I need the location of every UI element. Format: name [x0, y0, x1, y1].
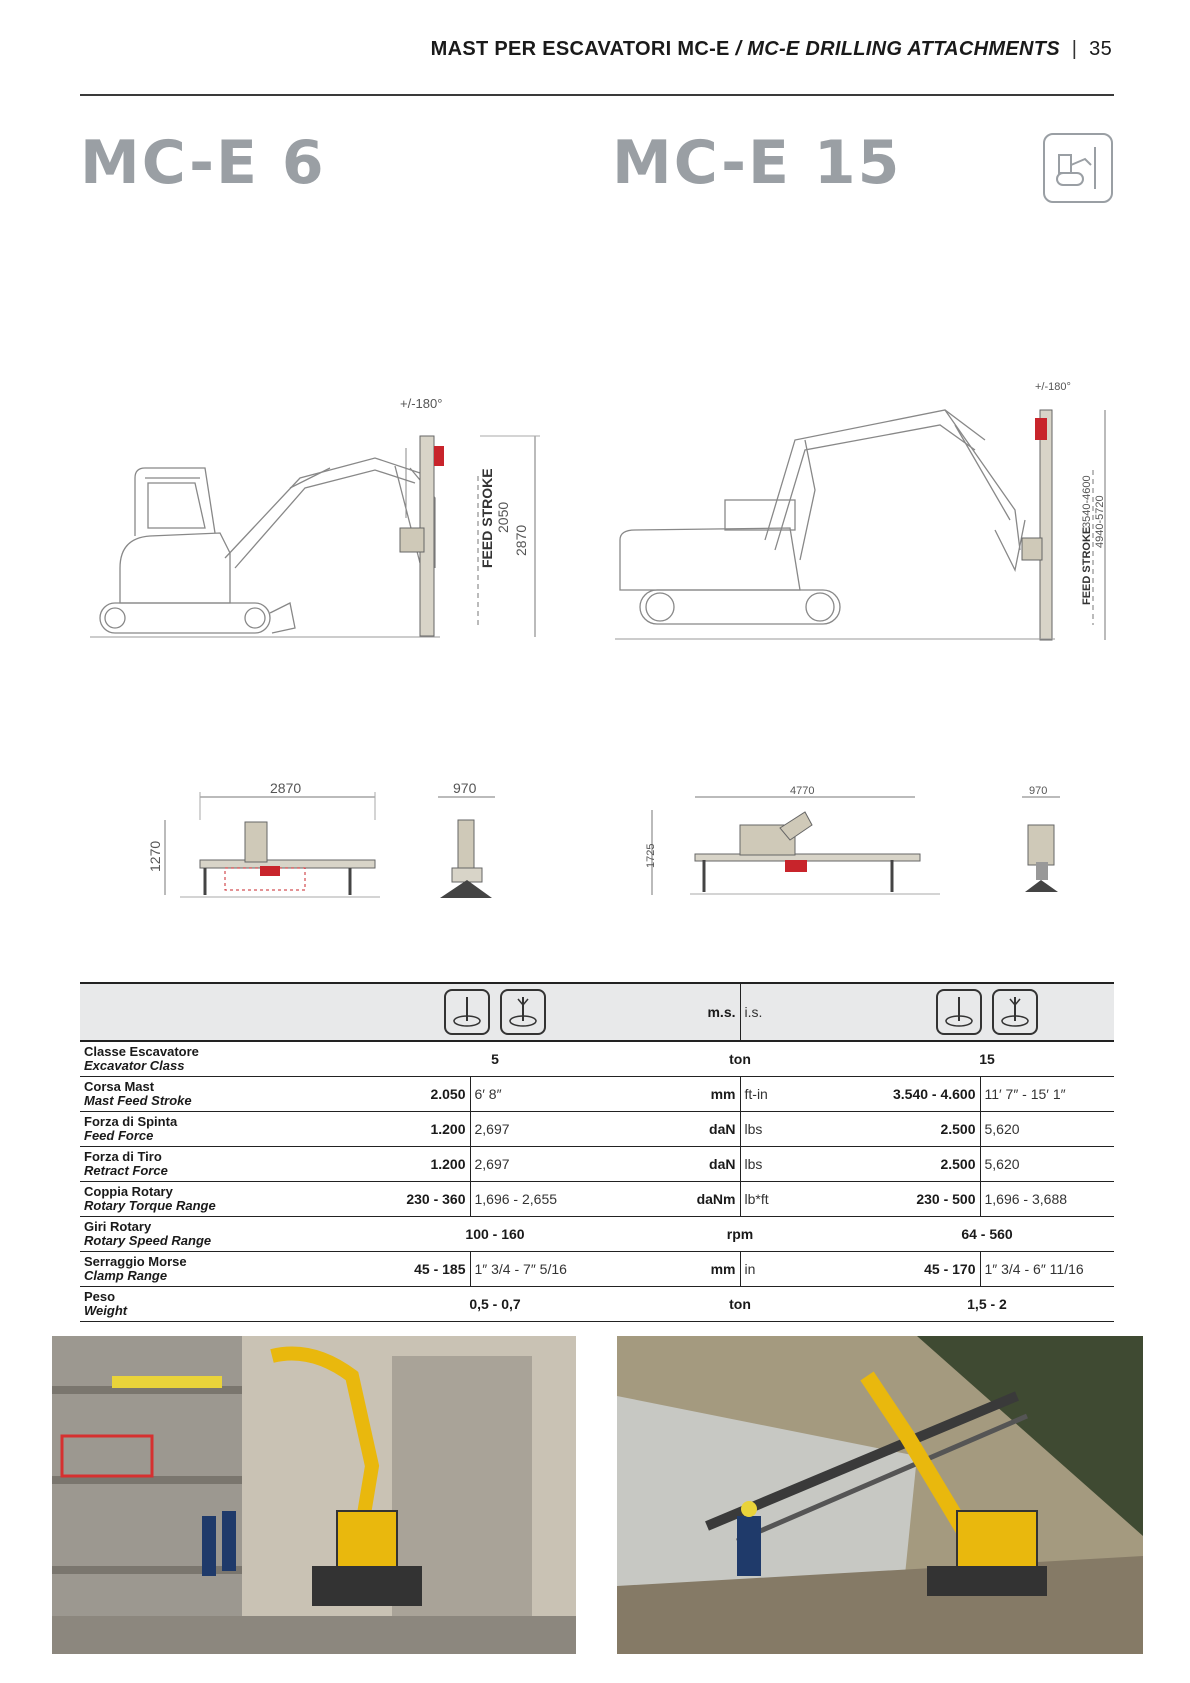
header-icons-right: [860, 983, 1114, 1041]
mce15-mast-height-dim: 1725: [645, 843, 657, 868]
model-title-left: MC-E 6: [80, 128, 326, 198]
table-row: Forza di Tiro Retract Force 1.200 2,697 daN lbs 2.500 5,620: [80, 1147, 1114, 1182]
mce6-mast-height-dim: 1270: [147, 840, 163, 872]
header-metric-system: m.s.: [620, 983, 740, 1041]
excavator-mast-icon: [1043, 133, 1113, 203]
table-row: Corsa Mast Mast Feed Stroke 2.050 6′ 8″ mm ft-in 3.540 - 4.600 11′ 7″ - 15′ 1″: [80, 1077, 1114, 1112]
table-row: Giri Rotary Rotary Speed Range 100 - 160 rpm 64 - 560: [80, 1217, 1114, 1252]
mce15-mast-length-dim: 4770: [790, 785, 815, 797]
specifications-table: [80, 982, 1114, 1322]
table-row: Coppia Rotary Rotary Torque Range 230 - 360 1,696 - 2,655 daNm lb*ft 230 - 500 1,696 - 3,688: [80, 1182, 1114, 1217]
header-title-it: MAST PER ESCAVATORI MC-E: [430, 38, 730, 60]
rotary-torque-icon: [936, 989, 982, 1035]
mce15-mast-drawings: [640, 780, 1080, 900]
mce15-height-dim: 4940-5720: [1094, 495, 1106, 548]
header-slash: /: [735, 38, 742, 60]
mce6-mast-length-dim: 2870: [270, 780, 302, 796]
table-row: Serraggio Morse Clamp Range 45 - 185 1″ 3/4 - 7″ 5/16 mm in 45 - 170 1″ 3/4 - 6″ 11/16: [80, 1252, 1114, 1287]
mce6-mast-drawings: [140, 780, 520, 900]
mce6-feed-stroke-label: FEED STROKE: [479, 468, 495, 568]
page-header: [431, 38, 1112, 61]
table-row: Peso Weight 0,5 - 0,7 ton 1,5 - 2: [80, 1287, 1114, 1322]
mce15-rotation-label: +/-180°: [1035, 381, 1071, 393]
header-rule: [80, 94, 1114, 96]
mce6-feed-stroke-value: 2050: [495, 501, 511, 533]
mce15-mast-width-dim: 970: [1029, 785, 1048, 797]
mce6-mast-width-dim: 970: [453, 780, 477, 796]
photo-building-demolition-site: [52, 1336, 576, 1654]
feed-force-icon: [992, 989, 1038, 1035]
header-icons-left: [370, 983, 620, 1041]
header-separator: |: [1071, 38, 1078, 60]
table-header-row: [80, 983, 1114, 1041]
mce6-side-view-drawing: [90, 388, 610, 648]
mce15-side-view-drawing: [615, 370, 1115, 650]
mce6-rotation-label: +/-180°: [400, 396, 443, 411]
table-row: Forza di Spinta Feed Force 1.200 2,697 daN lbs 2.500 5,620: [80, 1112, 1114, 1147]
header-imperial-system: i.s.: [740, 983, 860, 1041]
feed-force-icon: [500, 989, 546, 1035]
table-row: Classe Escavatore Excavator Class 5 ton 15: [80, 1041, 1114, 1077]
model-title-right: MC-E 15: [612, 128, 902, 198]
mce15-feed-stroke-value: 3540-4600: [1081, 475, 1093, 528]
rotary-torque-icon: [444, 989, 490, 1035]
mce15-feed-stroke-label: FEED STROKE: [1081, 526, 1093, 605]
header-title-en: MC-E DRILLING ATTACHMENTS: [747, 38, 1060, 60]
mce6-height-dim: 2870: [513, 524, 529, 556]
page-number: 35: [1089, 38, 1112, 60]
photo-hillside-drilling-site: [617, 1336, 1143, 1654]
